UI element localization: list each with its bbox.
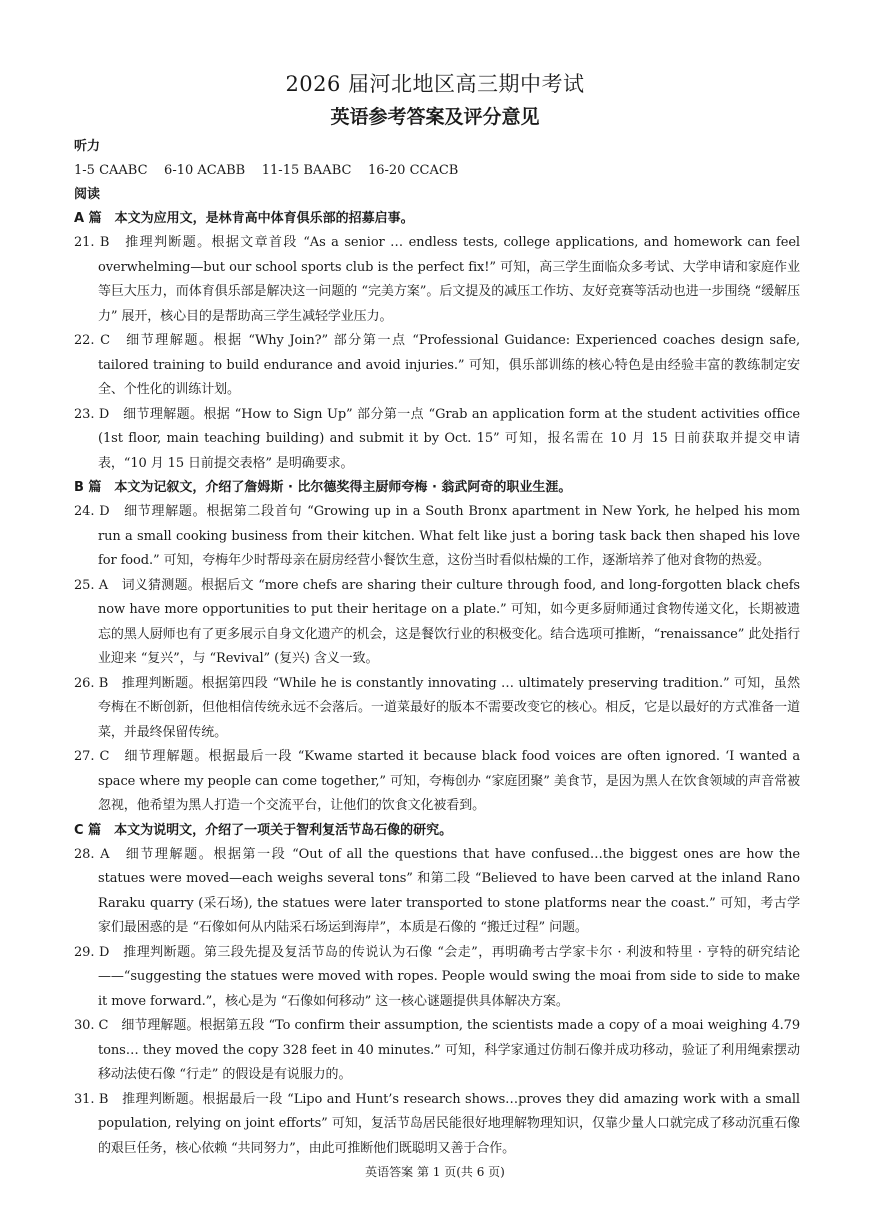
listening-answers: 1-5 CAABC 6-10 ACABB 11-15 BAABC 16-20 CCACB [74,163,459,178]
answer-item-31: 31. B 推理判断题。根据最后一段 “Lipo and Hunt’s research shows…proves they did amazing work with a small population, relying on joint efforts” 可知，复活节岛居民能很好地理解物理知识，仅靠少量人口就完成了移动沉重石像的艰巨任务，核心依赖 “共同努力”，由此可推断他们既聪明又善于合作。 [74,1091,800,1156]
answer-item-21: 21. B 推理判断题。根据文章首段 “As a senior … endless tests, college applications, and homework can feel overwhelming—but our school sports club is the perfect fix!” 可知，高三学生面临众多考试、大学申请和家庭作业等巨大压力，而体育俱乐部是解决这一问题的 “完美方案”。后文提及的减压工作坊、友好竞赛等活动也进一步围绕 “缓解压力” 展开，核心目的是帮助高三学生减轻学业压力。 [74,235,800,324]
exam-title: 2026 届河北地区高三期中考试 [285,72,585,96]
part-c [74,819,800,1162]
part-b [74,476,800,819]
document-subtitle: 英语参考答案及评分意见 [330,106,540,128]
answer-item-24: 24. D 细节理解题。根据第二段首句 “Growing up in a South Bronx apartment in New York, he helped his mom run a small cooking business from their kitchen. What felt like just a boring task back then shaped his love for food.” 可知，夸梅年少时帮母亲在厨房经营小餐饮生意，这份当时看似枯燥的工作，逐渐培养了他对食物的热爱。 [74,504,800,568]
content-body [74,135,800,1161]
listening-label: 听力 [74,139,101,154]
answer-item-30: 30. C 细节理解题。根据第五段 “To confirm their assumption, the scientists made a copy of a moai weighing 4.79 tons… they moved the copy 328 feet in 40 minutes.” 可知，科学家通过仿制石像并成功移动，验证了利用绳索摆动移动法使石像 “行走” 的假设是有说服力的。 [74,1018,800,1082]
page-footer: 英语答案 第 1 页(共 6 页) [365,1165,505,1179]
reading-label: 阅读 [74,187,101,202]
answer-item-29: 29. D 推理判断题。第三段先提及复活节岛的传说认为石像 “会走”，再明确考古学家卡尔 · 利波和特里 · 亨特的研究结论 ——“suggesting the statues were moved with ropes. People would swing the moai from side to side to make it move forward.”，核心是为 “石像如何移动” 这一核心谜题提供具体解决方案。 [74,944,800,1009]
answer-item-28: 28. A 细节理解题。根据第一段 “Out of all the questions that have confused…the biggest ones are how the statues were moved—each weighs several tons” 和第二段 “Believed to have been carved at the inland Rano Raraku quarry (采石场), the statues were later transported to stone platforms near the coast.” 可知，考古学家们最困惑的是 “石像如何从内陆采石场运到海岸”，本质是石像的 “搬迁过程” 问题。 [74,846,800,935]
answer-item-22: 22. C 细节理解题。根据 “Why Join?” 部分第一点 “Professional Guidance: Experienced coaches design safe, tailored training to build endurance and avoid injuries.” 可知，俱乐部训练的核心特色是由经验丰富的教练制定安全、个性化的训练计划。 [74,333,800,397]
answer-item-23: 23. D 细节理解题。根据 “How to Sign Up” 部分第一点 “Grab an application form at the student activities office (1st floor, main teaching building) and submit it by Oct. 15” 可知，报名需在 10 月 15 日前获取并提交申请表，“10 月 15 日前提交表格” 是明确要求。 [74,406,800,471]
answer-item-27: 27. C 细节理解题。根据最后一段 “Kwame started it because black food voices are often ignored. ‘I wanted a space where my people can come together,” 可知，夸梅创办 “家庭团聚” 美食节，是因为黑人在饮食领域的声音常被忽视，他希望为黑人打造一个交流平台，让他们的饮食文化被看到。 [74,749,800,813]
part-b-heading: B 篇 本文为记叙文，介绍了詹姆斯 · 比尔德奖得主厨师夸梅 · 翁武阿奇的职业生涯。 [74,480,572,495]
part-c-heading: C 篇 本文为说明文，介绍了一项关于智利复活节岛石像的研究。 [74,822,453,838]
part-a-heading: A 篇 本文为应用文，是林肯高中体育俱乐部的招募启事。 [74,211,414,226]
part-a [74,207,800,476]
answer-item-26: 26. B 推理判断题。根据第四段 “While he is constantly innovating … ultimately preserving tradition.” 可知，虽然夸梅在不断创新，但他相信传统永远不会落后。一道菜最好的版本不需要改变它的核心。相反，它是以最好的方式准备一道菜，并最终保留传统。 [74,675,800,740]
answer-item-25: 25. A 词义猜测题。根据后文 “more chefs are sharing their culture through food, and long-forgotten black chefs now have more opportunities to put their heritage on a plate.” 可知，如今更多厨师通过食物传递文化，长期被遗忘的黑人厨师也有了更多展示自身文化遗产的机会，这是餐饮行业的积极变化。结合选项可推断，“renaissance” 此处指行业迎来 “复兴”，与 “Revival” (复兴) 含义一致。 [74,577,800,666]
